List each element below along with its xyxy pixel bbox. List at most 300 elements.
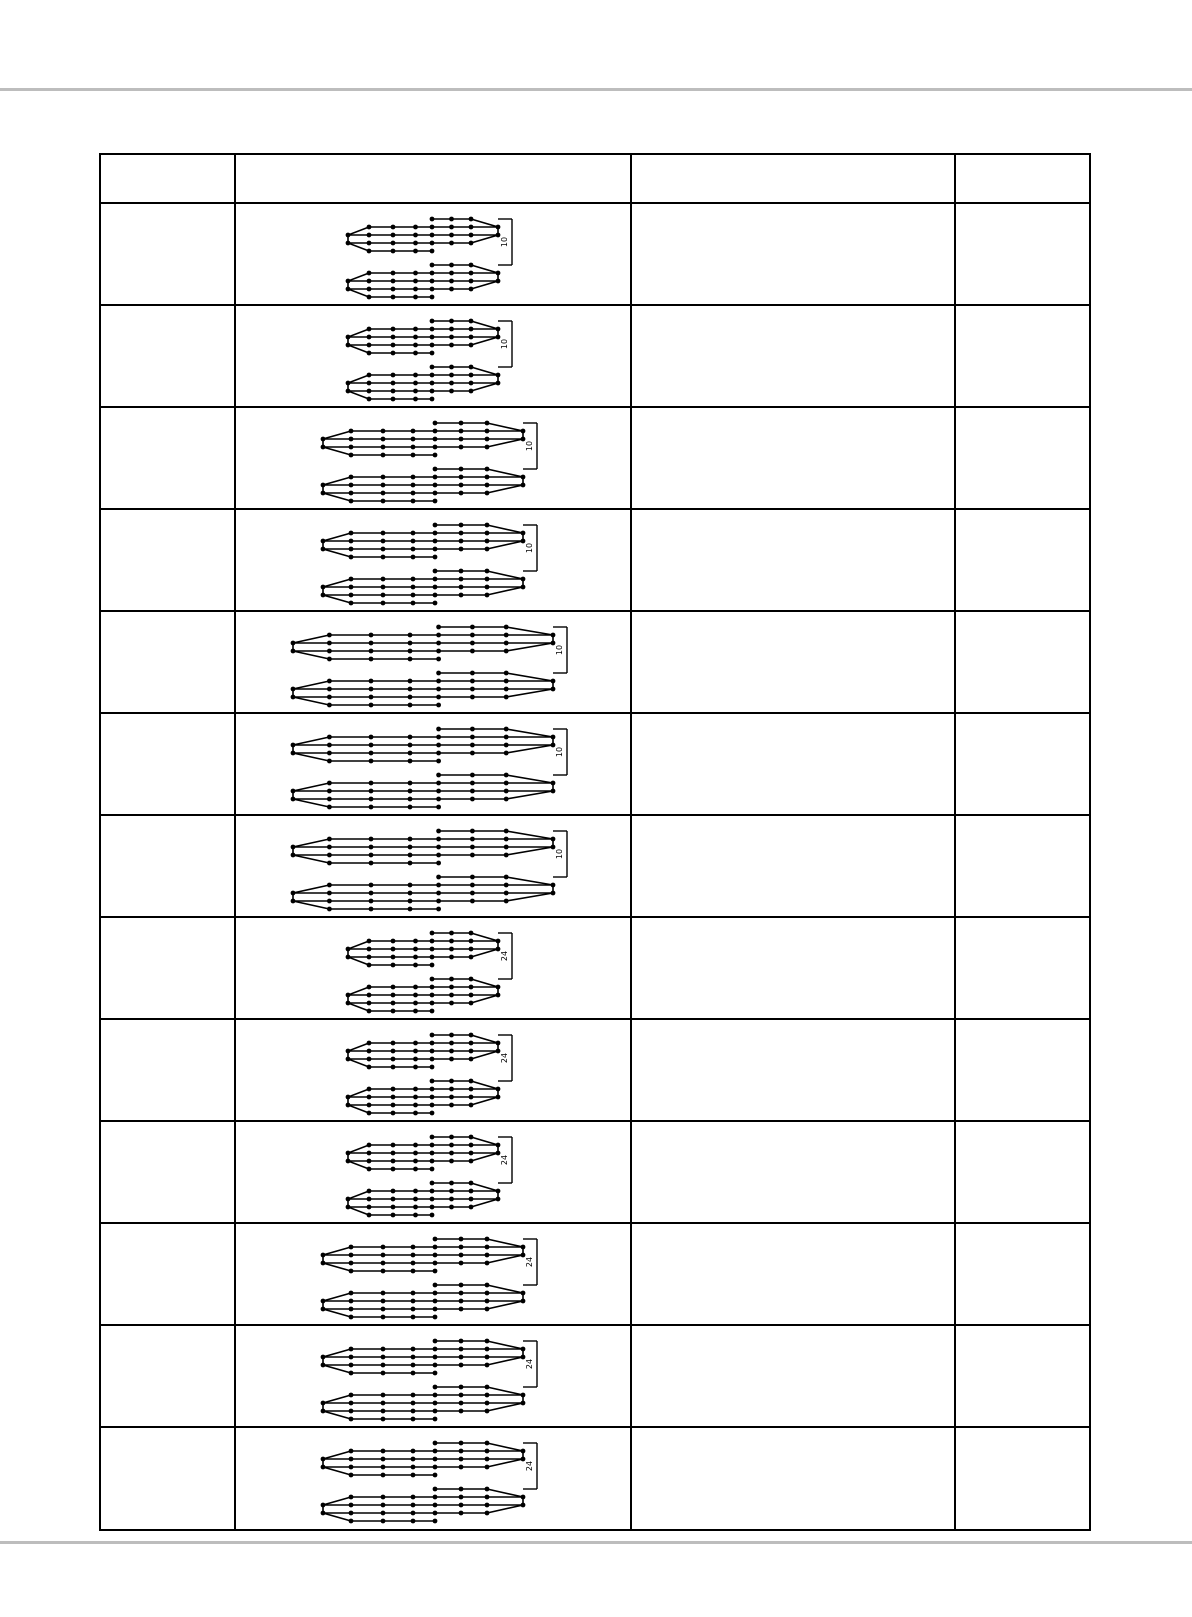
pattern-stitch-dot — [413, 373, 418, 378]
pattern-right-point — [471, 265, 498, 289]
pattern-stitch-dot — [391, 1189, 396, 1194]
pattern-stitch-dot — [469, 985, 474, 990]
pattern-stitch-dot — [470, 727, 475, 732]
row-cell-4 — [955, 1427, 1091, 1529]
pattern-stitch-dot — [327, 907, 332, 912]
pattern-stitch-dot — [367, 1087, 372, 1092]
pattern-stitch-dot — [381, 585, 386, 590]
pattern-stitch-dot — [391, 1103, 396, 1108]
pattern-stitch-dot — [367, 1205, 372, 1210]
pattern-stitch-dot — [470, 899, 475, 904]
pattern-stitch-dot — [449, 279, 454, 284]
pattern-stitch-dot — [459, 1283, 464, 1288]
table-row — [99, 305, 1091, 407]
pattern-stitch-dot — [381, 1347, 386, 1352]
pattern-stitch-dot — [430, 931, 435, 936]
row-cell-diagram — [235, 305, 631, 407]
pattern-stitch-dot — [436, 727, 441, 732]
pattern-stitch-dot — [321, 491, 326, 496]
pattern-stitch-dot — [469, 1205, 474, 1210]
pattern-stitch-dot — [408, 751, 413, 756]
pattern-stitch-dot — [469, 343, 474, 348]
pattern-stitch-dot — [381, 1401, 386, 1406]
pattern-stitch-dot — [411, 1299, 416, 1304]
pattern-stitch-dot — [459, 577, 464, 582]
pattern-stitch-dot — [381, 1409, 386, 1414]
pattern-stitch-dot — [459, 1465, 464, 1470]
pattern-stitch-dot — [521, 1393, 526, 1398]
pattern-stitch-dot — [485, 1385, 490, 1390]
pattern-stitch-dot — [411, 1409, 416, 1414]
pattern-stitch-dot — [430, 1033, 435, 1038]
table-row — [99, 509, 1091, 611]
pattern-stitch-dot — [321, 1465, 326, 1470]
pattern-stitch-dot — [413, 1009, 418, 1014]
pattern-stitch-dot — [485, 1495, 490, 1500]
pattern-stitch-dot — [469, 287, 474, 292]
pattern-stitch-dot — [411, 1371, 416, 1376]
pattern-stitch-dot — [391, 351, 396, 356]
pattern-stitch-dot — [369, 797, 374, 802]
pattern-stitch-dot — [469, 389, 474, 394]
pattern-stitch-dot — [436, 797, 441, 802]
pattern-stitch-dot — [408, 837, 413, 842]
pattern-stitch-dot — [449, 233, 454, 238]
pattern-stitch-dot — [346, 1103, 351, 1108]
row-cell-4 — [955, 917, 1091, 1019]
pattern-stitch-dot — [327, 687, 332, 692]
pattern-stitch-dot — [408, 899, 413, 904]
pattern-left-point — [348, 1043, 369, 1067]
pattern-stitch-dot — [449, 225, 454, 230]
pattern-stitch-dot — [413, 1167, 418, 1172]
table-row — [99, 203, 1091, 305]
pattern-stitch-dot — [349, 499, 354, 504]
pattern-left-point — [348, 227, 369, 251]
pattern-stitch-dot — [430, 1009, 435, 1014]
pattern-stitch-dot — [411, 601, 416, 606]
pattern-stitch-dot — [436, 751, 441, 756]
pattern-stitch-dot — [346, 955, 351, 960]
pattern-stitch-dot — [433, 475, 438, 480]
pattern-stitch-dot — [369, 837, 374, 842]
pattern-stitch-dot — [411, 1363, 416, 1368]
pattern-stitch-dot — [433, 1401, 438, 1406]
pattern-stitch-dot — [433, 445, 438, 450]
pattern-stitch-dot — [485, 475, 490, 480]
pattern-stitch-dot — [327, 649, 332, 654]
pattern-stitch-dot — [411, 1503, 416, 1508]
pattern-stitch-dot — [291, 845, 296, 850]
pattern-stitch-dot — [469, 381, 474, 386]
pattern-stitch-dot — [321, 1307, 326, 1312]
pattern-stitch-dot — [346, 381, 351, 386]
pattern-stitch-dot — [459, 445, 464, 450]
pattern-stitch-dot — [430, 1079, 435, 1084]
pattern-stitch-dot — [349, 1269, 354, 1274]
pattern-stitch-dot — [367, 1009, 372, 1014]
row-cell-diagram — [235, 509, 631, 611]
row-cell-3 — [631, 1427, 955, 1529]
pattern-stitch-dot — [449, 373, 454, 378]
pattern-stitch-dot — [413, 271, 418, 276]
pattern-stitch-dot — [411, 437, 416, 442]
pattern-stitch-dot — [349, 475, 354, 480]
pattern-stitch-dot — [504, 727, 509, 732]
pattern-stitch-dot — [459, 593, 464, 598]
pattern-stitch-dot — [391, 939, 396, 944]
pattern-stitch-dot — [433, 1409, 438, 1414]
pattern-stitch-dot — [459, 1441, 464, 1446]
pattern-stitch-dot — [459, 1299, 464, 1304]
pattern-stitch-dot — [459, 1487, 464, 1492]
pattern-stitch-dot — [430, 1151, 435, 1156]
pattern-stitch-dot — [413, 1151, 418, 1156]
pattern-stitch-dot — [449, 1095, 454, 1100]
pattern-stitch-dot — [411, 1511, 416, 1516]
pattern-stitch-dot — [367, 381, 372, 386]
pattern-stitch-dot — [496, 947, 501, 952]
pattern-stitch-dot — [327, 845, 332, 850]
pattern-stitch-dot — [436, 899, 441, 904]
pattern-stitch-dot — [391, 993, 396, 998]
stitch-pattern-diagram — [235, 1121, 631, 1223]
pattern-stitch-dot — [430, 1181, 435, 1186]
pattern-stitch-dot — [349, 1299, 354, 1304]
pattern-stitch-dot — [327, 633, 332, 638]
pattern-stitch-dot — [413, 1065, 418, 1070]
pattern-stitch-dot — [367, 373, 372, 378]
pattern-stitch-dot — [349, 539, 354, 544]
pattern-stitch-dot — [469, 1041, 474, 1046]
pattern-left-point — [293, 783, 329, 807]
pattern-stitch-dot — [391, 249, 396, 254]
pattern-stitch-dot — [436, 679, 441, 684]
pattern-stitch-dot — [411, 483, 416, 488]
pattern-stitch-dot — [470, 671, 475, 676]
pattern-stitch-dot — [496, 1049, 501, 1054]
pattern-stitch-dot — [327, 781, 332, 786]
pattern-stitch-dot — [433, 1237, 438, 1242]
pattern-right-point — [487, 423, 523, 447]
pattern-stitch-dot — [430, 351, 435, 356]
pattern-stitch-dot — [381, 1299, 386, 1304]
pattern-stitch-dot — [349, 1409, 354, 1414]
pattern-stitch-dot — [433, 1487, 438, 1492]
pattern-stitch-dot — [430, 955, 435, 960]
pattern-stitch-dot — [485, 1299, 490, 1304]
pattern-stitch-dot — [470, 789, 475, 794]
pattern-stitch-dot — [381, 453, 386, 458]
table-row — [99, 1223, 1091, 1325]
pattern-stitch-dot — [459, 523, 464, 528]
row-cell-3 — [631, 305, 955, 407]
pattern-stitch-dot — [349, 1261, 354, 1266]
pattern-stitch-dot — [408, 907, 413, 912]
pattern-stitch-dot — [459, 547, 464, 552]
pattern-stitch-dot — [496, 279, 501, 284]
pattern-stitch-dot — [459, 1261, 464, 1266]
pattern-stitch-dot — [433, 1511, 438, 1516]
pattern-stitch-dot — [433, 483, 438, 488]
pattern-stitch-dot — [349, 555, 354, 560]
pattern-stitch-dot — [449, 947, 454, 952]
pattern-stitch-dot — [436, 907, 441, 912]
row-cell-4 — [955, 305, 1091, 407]
pattern-stitch-dot — [470, 687, 475, 692]
pattern-stitch-dot — [485, 547, 490, 552]
pattern-stitch-dot — [504, 751, 509, 756]
pattern-stitch-dot — [459, 1245, 464, 1250]
pattern-left-point — [293, 839, 329, 863]
pattern-stitch-dot — [449, 1197, 454, 1202]
pattern-stitch-dot — [433, 601, 438, 606]
pattern-stitch-dot — [485, 1401, 490, 1406]
pattern-stitch-dot — [430, 1167, 435, 1172]
pattern-stitch-dot — [369, 703, 374, 708]
pattern-stitch-dot — [433, 1339, 438, 1344]
pattern-stitch-dot — [469, 241, 474, 246]
row-cell-3 — [631, 203, 955, 305]
pattern-stitch-dot — [433, 1457, 438, 1462]
pattern-stitch-dot — [369, 633, 374, 638]
stitch-pattern-diagram — [235, 305, 631, 407]
pattern-stitch-dot — [436, 695, 441, 700]
pattern-stitch-dot — [521, 1355, 526, 1360]
pattern-stitch-dot — [449, 1135, 454, 1140]
pattern-stitch-dot — [369, 789, 374, 794]
pattern-stitch-dot — [391, 1159, 396, 1164]
row-cell-3 — [631, 509, 955, 611]
dimension-label: 10 — [525, 440, 534, 452]
pattern-stitch-dot — [408, 649, 413, 654]
pattern-stitch-dot — [521, 1457, 526, 1462]
pattern-stitch-dot — [413, 327, 418, 332]
row-cell-4 — [955, 1325, 1091, 1427]
pattern-left-point — [348, 987, 369, 1011]
pattern-stitch-dot — [381, 1253, 386, 1258]
table-row — [99, 1121, 1091, 1223]
pattern-stitch-dot — [413, 1057, 418, 1062]
pattern-stitch-dot — [369, 679, 374, 684]
pattern-stitch-dot — [413, 1111, 418, 1116]
pattern-stitch-dot — [327, 789, 332, 794]
pattern-stitch-dot — [381, 1371, 386, 1376]
pattern-stitch-dot — [504, 789, 509, 794]
pattern-stitch-dot — [436, 837, 441, 842]
pattern-stitch-dot — [367, 1049, 372, 1054]
pattern-left-point — [293, 885, 329, 909]
row-cell-3 — [631, 917, 955, 1019]
pattern-stitch-dot — [496, 1041, 501, 1046]
row-cell-4 — [955, 509, 1091, 611]
pattern-stitch-dot — [496, 271, 501, 276]
row-cell-diagram — [235, 203, 631, 305]
pattern-stitch-dot — [327, 805, 332, 810]
pattern-stitch-dot — [391, 1151, 396, 1156]
pattern-stitch-dot — [291, 891, 296, 896]
pattern-stitch-dot — [411, 1269, 416, 1274]
pattern-stitch-dot — [349, 483, 354, 488]
pattern-stitch-dot — [469, 1189, 474, 1194]
row-cell-1 — [99, 815, 235, 917]
pattern-stitch-dot — [411, 491, 416, 496]
pattern-stitch-dot — [449, 1041, 454, 1046]
pattern-stitch-dot — [485, 1363, 490, 1368]
pattern-stitch-dot — [349, 547, 354, 552]
pattern-stitch-dot — [381, 1291, 386, 1296]
pattern-stitch-dot — [369, 695, 374, 700]
pattern-stitch-dot — [469, 1079, 474, 1084]
pattern-stitch-dot — [470, 773, 475, 778]
pattern-stitch-dot — [367, 1167, 372, 1172]
pattern-stitch-dot — [521, 429, 526, 434]
pattern-stitch-dot — [521, 577, 526, 582]
pattern-stitch-dot — [367, 1213, 372, 1218]
pattern-stitch-dot — [436, 845, 441, 850]
pattern-stitch-dot — [291, 789, 296, 794]
pattern-stitch-dot — [381, 1417, 386, 1422]
pattern-stitch-dot — [411, 531, 416, 536]
pattern-left-point — [323, 579, 351, 603]
pattern-stitch-dot — [411, 1253, 416, 1258]
pattern-stitch-dot — [430, 381, 435, 386]
pattern-right-point — [506, 729, 553, 753]
pattern-stitch-dot — [469, 1181, 474, 1186]
pattern-stitch-dot — [349, 1449, 354, 1454]
row-cell-4 — [955, 815, 1091, 917]
pattern-stitch-dot — [321, 1409, 326, 1414]
pattern-stitch-dot — [496, 335, 501, 340]
pattern-stitch-dot — [346, 1197, 351, 1202]
pattern-stitch-dot — [349, 1465, 354, 1470]
pattern-stitch-dot — [413, 1197, 418, 1202]
pattern-stitch-dot — [413, 1189, 418, 1194]
pattern-stitch-dot — [469, 233, 474, 238]
pattern-stitch-dot — [391, 225, 396, 230]
pattern-stitch-dot — [381, 1473, 386, 1478]
pattern-stitch-dot — [430, 241, 435, 246]
pattern-stitch-dot — [504, 853, 509, 858]
pattern-stitch-dot — [367, 1065, 372, 1070]
pattern-stitch-dot — [411, 499, 416, 504]
pattern-stitch-dot — [430, 1095, 435, 1100]
pattern-stitch-dot — [485, 1347, 490, 1352]
table-row — [99, 611, 1091, 713]
pattern-stitch-dot — [436, 735, 441, 740]
pattern-stitch-dot — [485, 585, 490, 590]
pattern-stitch-dot — [381, 1363, 386, 1368]
pattern-stitch-dot — [430, 963, 435, 968]
pattern-stitch-dot — [459, 1347, 464, 1352]
pattern-stitch-dot — [321, 483, 326, 488]
pattern-stitch-dot — [346, 1159, 351, 1164]
pattern-stitch-dot — [369, 751, 374, 756]
row-cell-4 — [955, 1121, 1091, 1223]
pattern-stitch-dot — [381, 1503, 386, 1508]
pattern-stitch-dot — [430, 1205, 435, 1210]
pattern-stitch-dot — [430, 287, 435, 292]
pattern-stitch-dot — [496, 1151, 501, 1156]
dimension-label: 24 — [500, 950, 509, 962]
pattern-stitch-dot — [391, 1167, 396, 1172]
pattern-stitch-dot — [346, 343, 351, 348]
pattern-stitch-dot — [459, 1355, 464, 1360]
pattern-stitch-dot — [521, 483, 526, 488]
pattern-stitch-dot — [449, 343, 454, 348]
pattern-stitch-dot — [469, 977, 474, 982]
pattern-right-point — [471, 933, 498, 957]
pattern-stitch-dot — [469, 931, 474, 936]
pattern-stitch-dot — [433, 1269, 438, 1274]
pattern-stitch-dot — [408, 845, 413, 850]
pattern-stitch-dot — [430, 1111, 435, 1116]
pattern-stitch-dot — [369, 657, 374, 662]
pattern-stitch-dot — [369, 845, 374, 850]
pattern-stitch-dot — [433, 1385, 438, 1390]
pattern-stitch-dot — [449, 217, 454, 222]
pattern-stitch-dot — [367, 1111, 372, 1116]
pattern-stitch-dot — [413, 1087, 418, 1092]
pattern-left-point — [323, 1247, 351, 1271]
pattern-stitch-dot — [349, 437, 354, 442]
dimension-label: 10 — [555, 644, 564, 656]
pattern-stitch-dot — [449, 381, 454, 386]
pattern-stitch-dot — [449, 365, 454, 370]
pattern-stitch-dot — [433, 569, 438, 574]
pattern-stitch-dot — [449, 1205, 454, 1210]
pattern-stitch-dot — [433, 1299, 438, 1304]
pattern-stitch-dot — [381, 555, 386, 560]
pattern-stitch-dot — [413, 351, 418, 356]
row-cell-1 — [99, 509, 235, 611]
pattern-right-point — [487, 1239, 523, 1263]
pattern-right-point — [487, 1387, 523, 1411]
pattern-stitch-dot — [413, 1041, 418, 1046]
pattern-left-point — [348, 941, 369, 965]
pattern-stitch-dot — [449, 931, 454, 936]
row-cell-diagram — [235, 815, 631, 917]
pattern-stitch-dot — [408, 703, 413, 708]
pattern-stitch-dot — [469, 955, 474, 960]
pattern-stitch-dot — [521, 1449, 526, 1454]
pattern-left-point — [323, 477, 351, 501]
stitch-pattern-diagram — [235, 611, 631, 713]
pattern-stitch-dot — [381, 499, 386, 504]
pattern-stitch-dot — [349, 531, 354, 536]
pattern-stitch-dot — [449, 1143, 454, 1148]
pattern-stitch-dot — [367, 343, 372, 348]
pattern-stitch-dot — [470, 875, 475, 880]
pattern-stitch-dot — [291, 649, 296, 654]
pattern-stitch-dot — [321, 445, 326, 450]
pattern-stitch-dot — [469, 1001, 474, 1006]
pattern-stitch-dot — [327, 695, 332, 700]
pattern-stitch-dot — [433, 1495, 438, 1500]
pattern-stitch-dot — [391, 389, 396, 394]
pattern-stitch-dot — [485, 1449, 490, 1454]
pattern-stitch-dot — [449, 1057, 454, 1062]
pattern-stitch-dot — [469, 335, 474, 340]
pattern-stitch-dot — [413, 1205, 418, 1210]
pattern-stitch-dot — [504, 797, 509, 802]
pattern-stitch-dot — [369, 687, 374, 692]
pattern-stitch-dot — [369, 759, 374, 764]
pattern-stitch-dot — [327, 743, 332, 748]
pattern-stitch-dot — [430, 249, 435, 254]
pattern-stitch-dot — [436, 671, 441, 676]
pattern-stitch-dot — [408, 633, 413, 638]
